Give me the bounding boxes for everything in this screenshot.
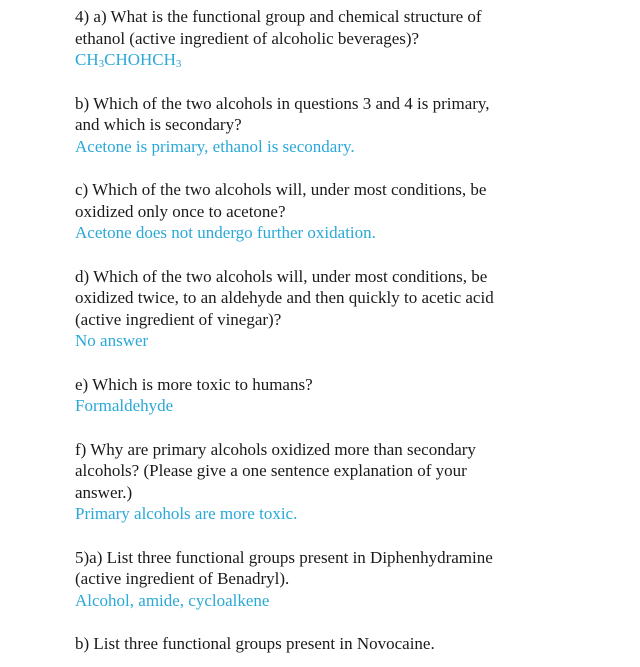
question-4c	[75, 179, 555, 244]
question-text	[75, 179, 555, 222]
question-4e	[75, 374, 555, 417]
question-line: answer.)	[75, 482, 133, 502]
question-line: b) List three functional groups present in Novocaine.	[75, 634, 435, 653]
question-text	[75, 6, 555, 49]
question-line: b) Which of the two alcohols in questions 3 and 4 is primary,	[75, 93, 490, 113]
question-line: (active ingredient of vinegar)?	[75, 309, 282, 329]
formula-part: CH	[75, 50, 99, 69]
question-5b	[75, 633, 555, 655]
question-4a	[75, 6, 555, 71]
question-4f	[75, 439, 555, 525]
answer-text: Alcohol, amide, cycloalkene	[75, 590, 270, 610]
question-line: c) Which of the two alcohols will, under most conditions, be	[75, 180, 487, 199]
question-text	[75, 547, 555, 590]
question-4d	[75, 266, 555, 352]
formula-subscript: 3	[175, 58, 182, 70]
question-text	[75, 439, 555, 504]
answer-text: Primary alcohols are more toxic.	[75, 504, 298, 523]
question-line: and which is secondary?	[75, 115, 242, 134]
question-line: ethanol (active ingredient of alcoholic beverages)?	[75, 28, 420, 48]
formula-subscript: 3	[98, 58, 105, 70]
question-line: f) Why are primary alcohols oxidized more than secondary	[75, 439, 476, 459]
question-text	[75, 633, 555, 655]
question-line: (active ingredient of Benadryl).	[75, 569, 290, 588]
formula-part: CHOHCH	[104, 50, 176, 69]
question-line: d) Which of the two alcohols will, under most conditions, be	[75, 266, 488, 286]
document-page	[75, 6, 555, 655]
question-line: alcohols? (Please give a one sentence explanation of your	[75, 461, 467, 480]
question-text	[75, 93, 555, 136]
question-line: 5)a) List three functional groups present in Diphenhydramine	[75, 547, 493, 567]
question-line: e) Which is more toxic to humans?	[75, 374, 313, 394]
question-line: oxidized only once to acetone?	[75, 201, 286, 221]
question-text	[75, 266, 555, 331]
question-text	[75, 374, 555, 396]
answer-text	[75, 49, 555, 71]
question-line: 4) a) What is the functional group and chemical structure of	[75, 7, 482, 26]
question-5a	[75, 547, 555, 612]
answer-text: Acetone does not undergo further oxidation.	[75, 223, 376, 242]
question-line: oxidized twice, to an aldehyde and then quickly to acetic acid	[75, 288, 494, 307]
answer-text: No answer	[75, 331, 149, 350]
question-4b	[75, 93, 555, 158]
answer-text: Formaldehyde	[75, 396, 174, 415]
answer-text: Acetone is primary, ethanol is secondary.	[75, 136, 355, 156]
